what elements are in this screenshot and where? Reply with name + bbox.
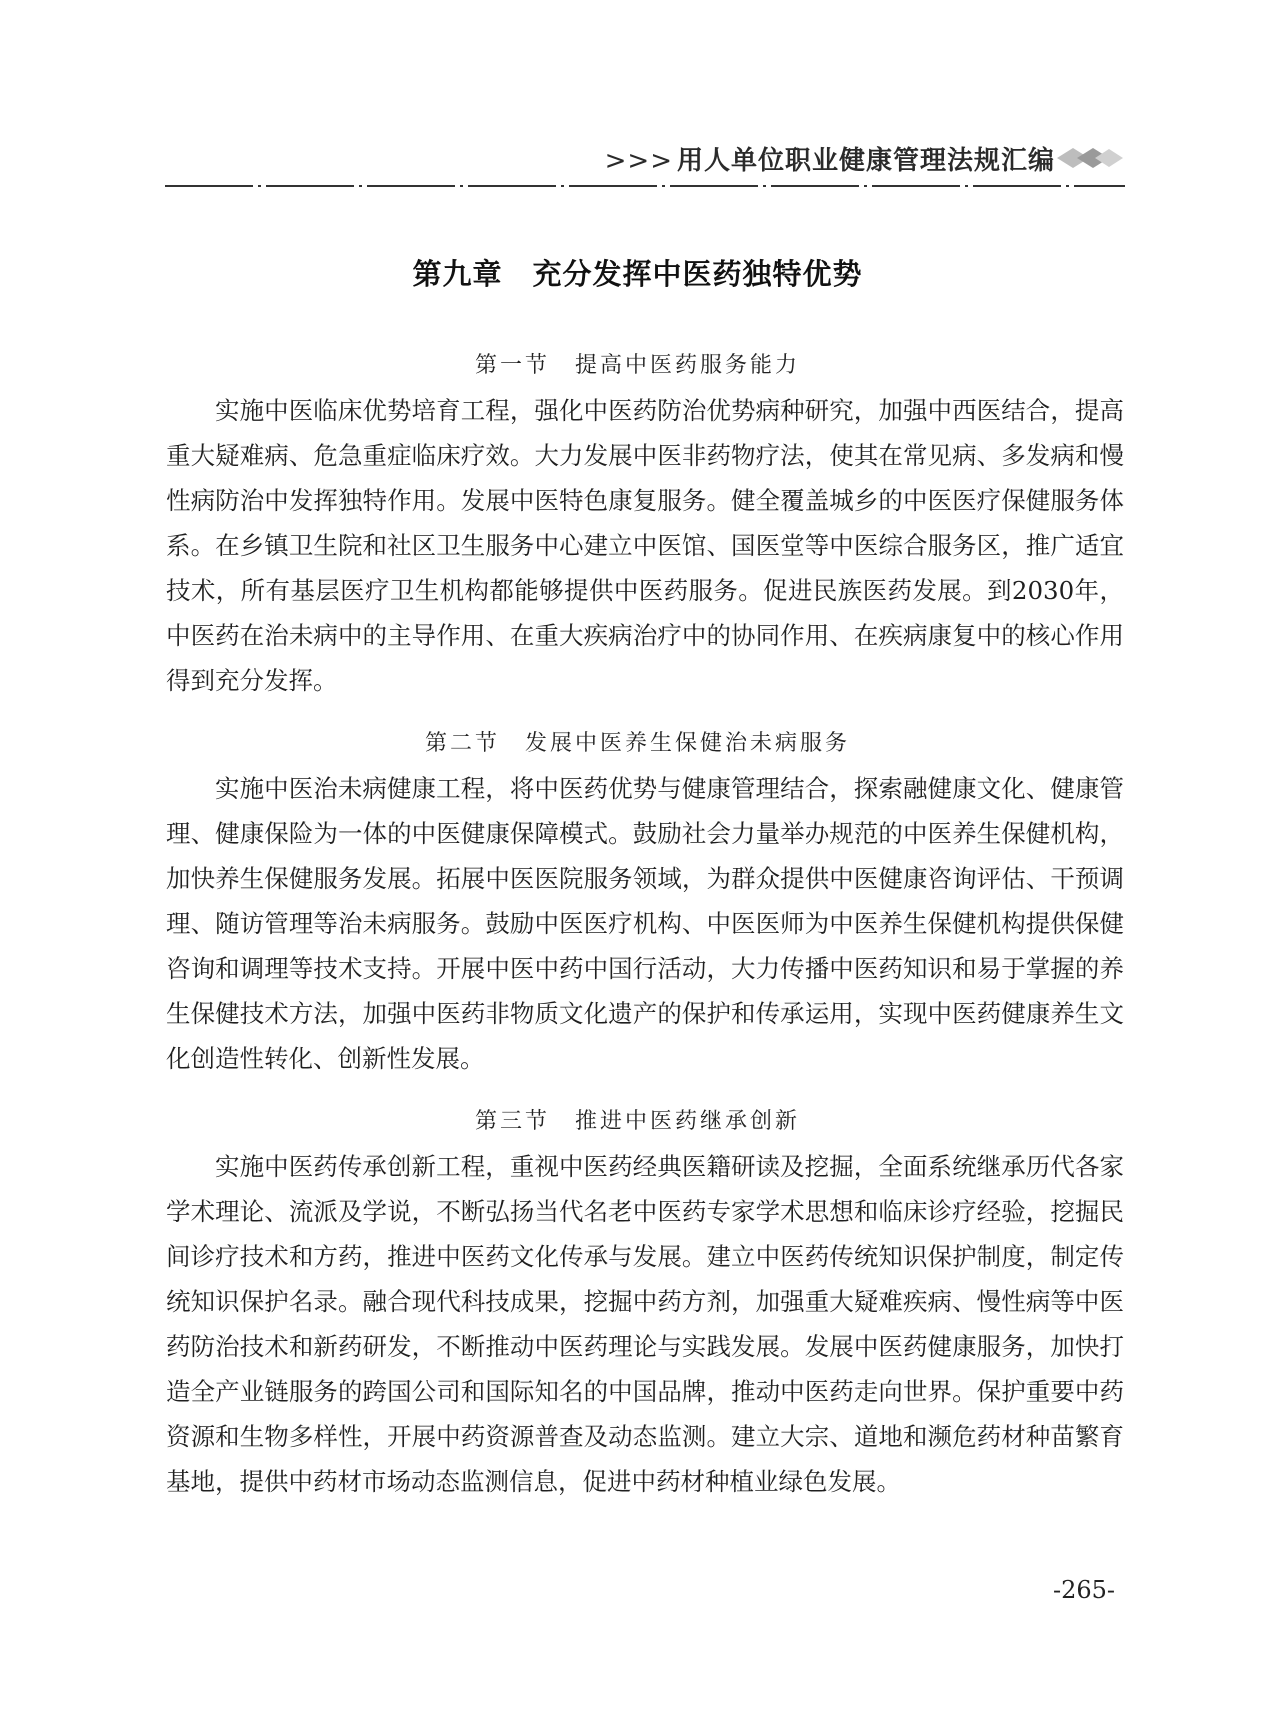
header-divider-rule: [165, 182, 1125, 190]
chapter-title: 第九章 充分发挥中医药独特优势: [412, 257, 863, 291]
header-book-title: 用人单位职业健康管理法规汇编: [676, 146, 1055, 176]
section-title-1: 第一节 提高中医药服务能力: [474, 353, 800, 378]
section-paragraph-1: 实施中医临床优势培育工程，强化中医药防治优势病种研究，加强中西医结合，提高重大疑难病、危急重症临床疗效。大力发展中医非药物疗法，使其在常见病、多发病和慢性病防治中发挥独特作用。发展中医特色康复服务。健全覆盖城乡的中医医疗保健服务体系。在乡镇卫生院和社区卫生服务中心建立中医馆、国医堂等中医综合服务区，推广适宜技术，所有基层医疗卫生机构都能够提供中医药服务。促进民族医药发展。到2030年，中医药在治未病中的主导作用、在重大疾病治疗中的协同作用、在疾病康复中的核心作用得到充分发挥。: [166, 396, 1124, 695]
header-arrows: >>>: [604, 146, 673, 176]
running-header: [165, 130, 1125, 190]
section-paragraph-3: 实施中医药传承创新工程，重视中医药经典医籍研读及挖掘，全面系统继承历代各家学术理论、流派及学说，不断弘扬当代名老中医药专家学术思想和临床诊疗经验，挖掘民间诊疗技术和方药，推进中医药文化传承与发展。建立中医药传统知识保护制度，制定传统知识保护名录。融合现代科技成果，挖掘中药方剂，加强重大疑难疾病、慢性病等中医药防治技术和新药研发，不断推动中医药理论与实践发展。发展中医药健康服务，加快打造全产业链服务的跨国公司和国际知名的中国品牌，推动中医药走向世界。保护重要中药资源和生物多样性，开展中药资源普查及动态监测。建立大宗、道地和濒危药材种苗繁育基地，提供中药材市场动态监测信息，促进中药材种植业绿色发展。: [166, 1152, 1124, 1496]
diamond-ornament-icon: [1055, 144, 1125, 172]
section-title-3: 第三节 推进中医药继承创新: [474, 1109, 800, 1134]
section-title-2: 第二节 发展中医养生保健治未病服务: [424, 731, 850, 756]
section-paragraph-2: 实施中医治未病健康工程，将中医药优势与健康管理结合，探索融健康文化、健康管理、健康保险为一体的中医健康保障模式。鼓励社会力量举办规范的中医养生保健机构，加快养生保健服务发展。拓展中医医院服务领域，为群众提供中医健康咨询评估、干预调理、随访管理等治未病服务。鼓励中医医疗机构、中医医师为中医养生保健机构提供保健咨询和调理等技术支持。开展中医中药中国行活动，大力传播中医药知识和易于掌握的养生保健技术方法，加强中医药非物质文化遗产的保护和传承运用，实现中医药健康养生文化创造性转化、创新性发展。: [166, 774, 1124, 1073]
page-number: -265-: [1052, 1576, 1115, 1604]
running-header-title: [605, 140, 1055, 177]
